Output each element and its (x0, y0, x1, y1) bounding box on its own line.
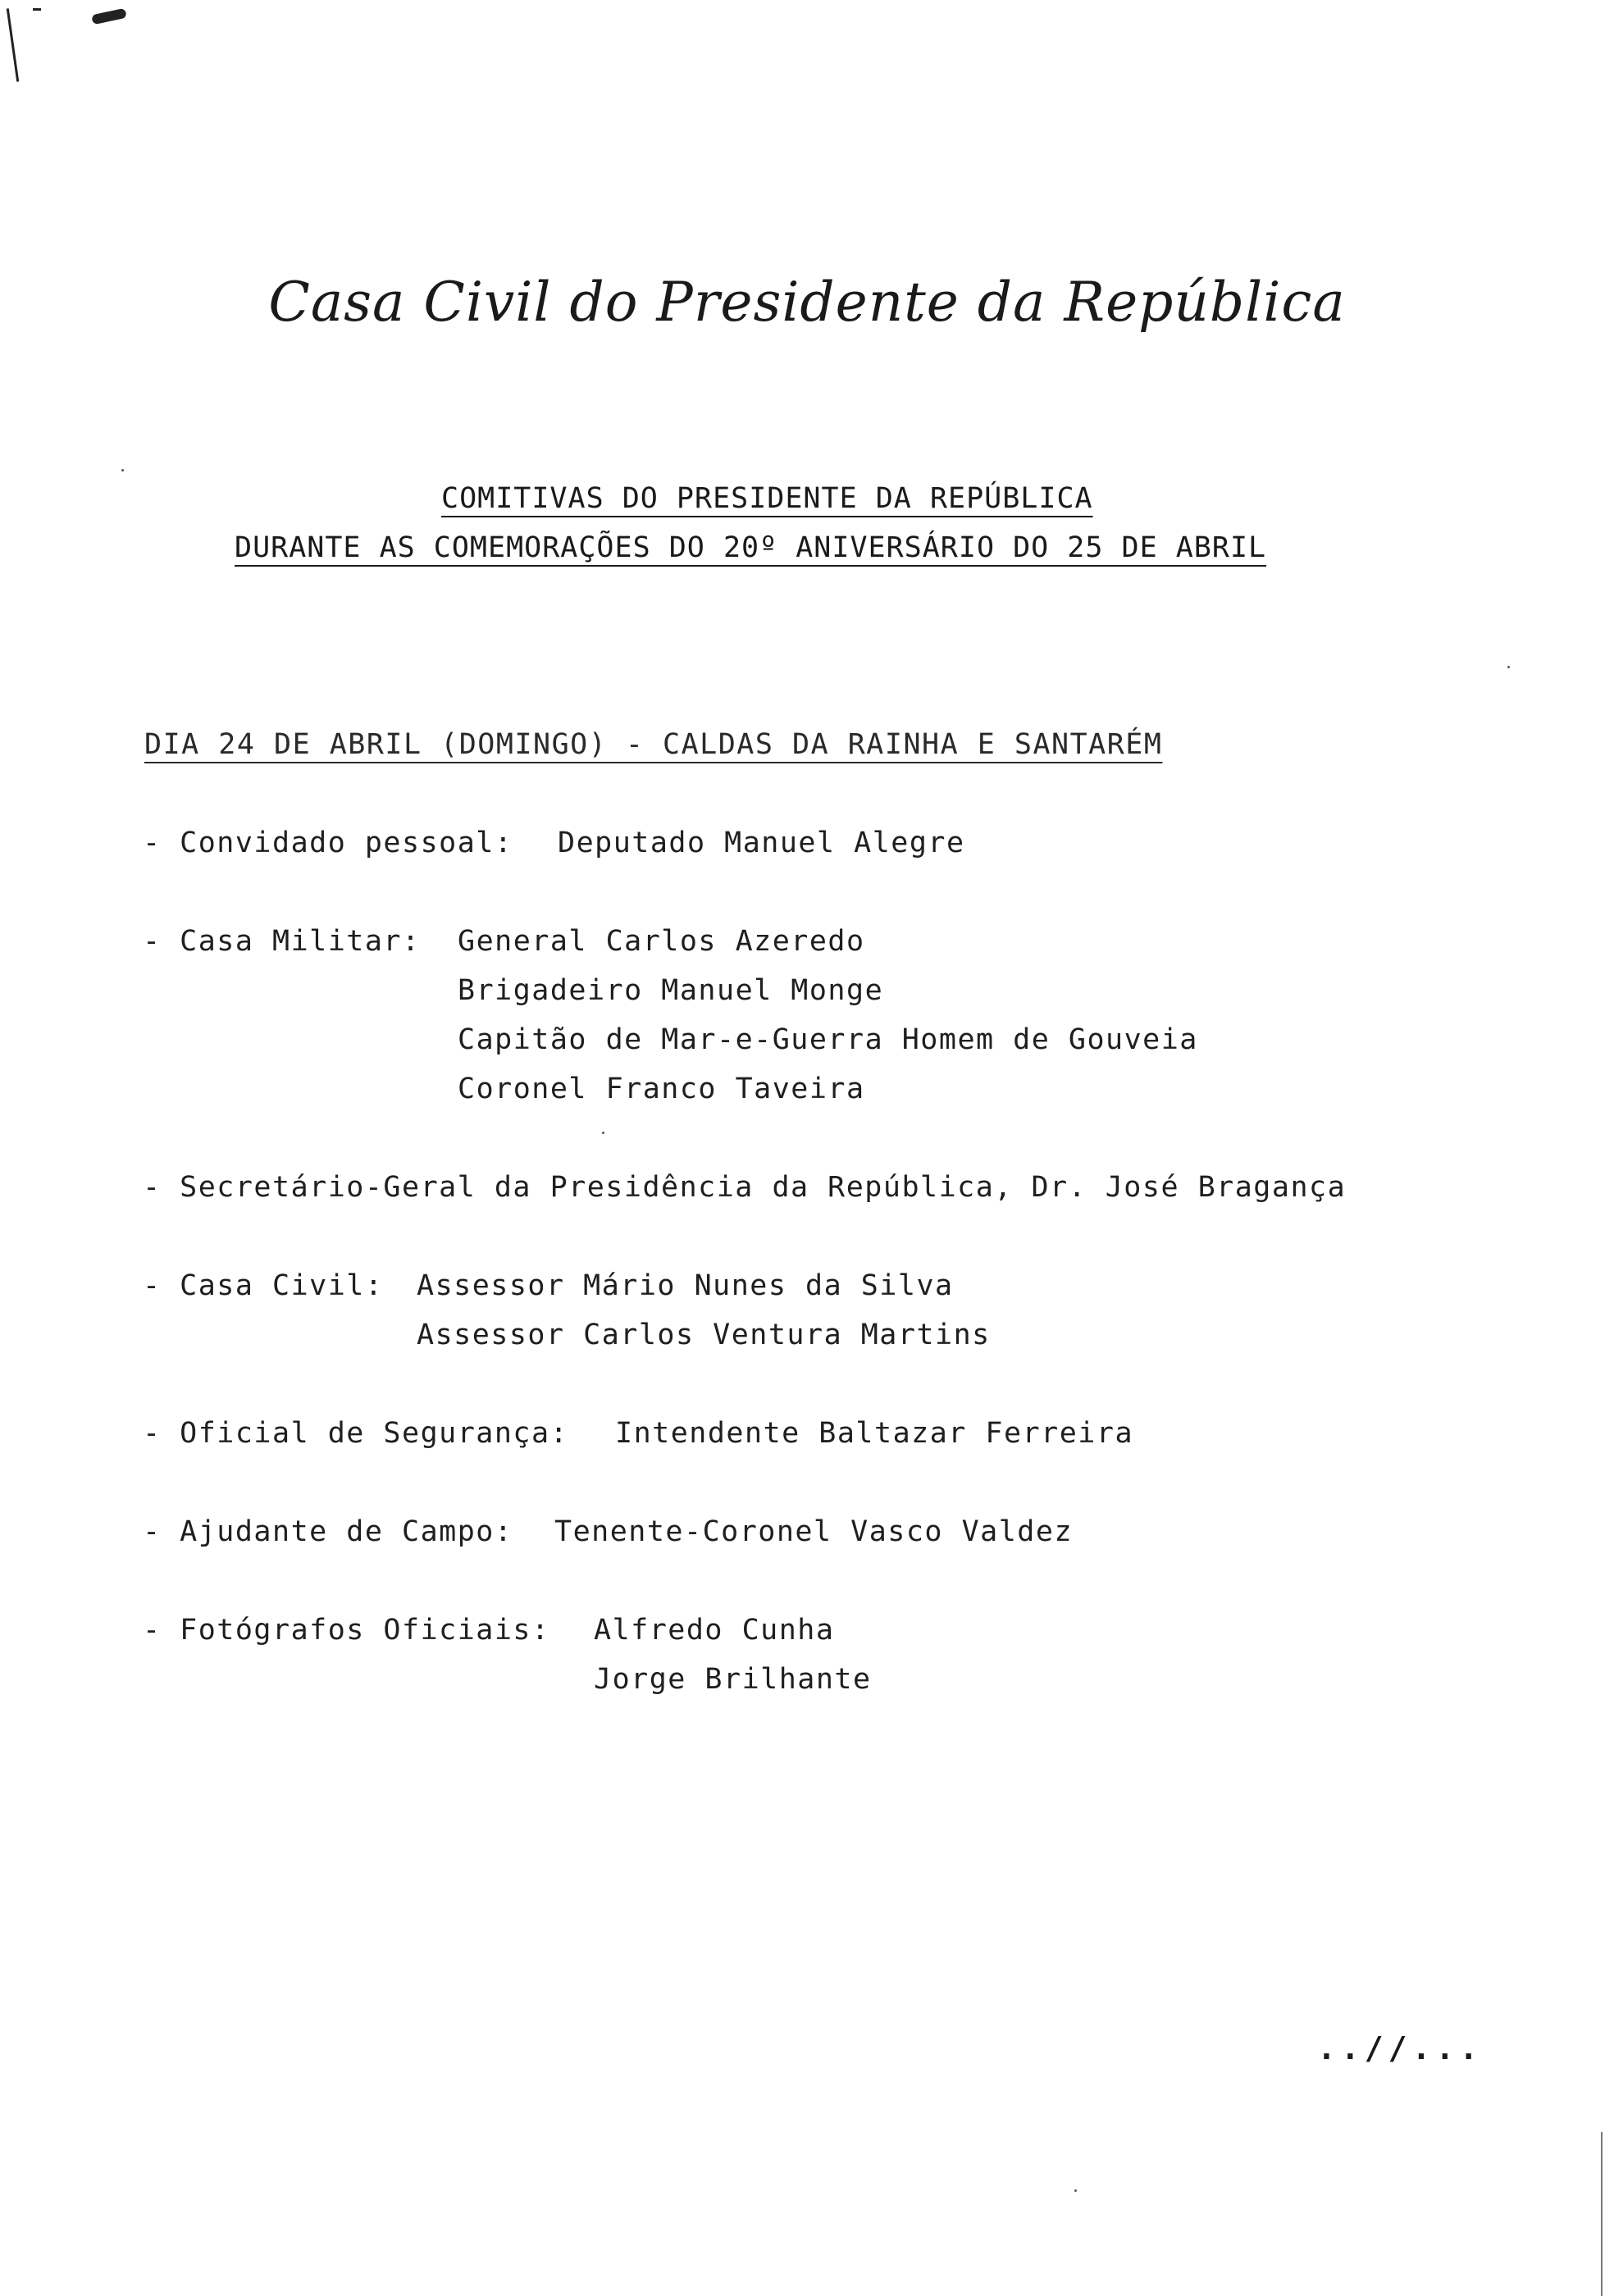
letterhead: Casa Civil do Presidente da República (268, 271, 1346, 334)
document-title-line-2: DURANTE AS COMEMORAÇÕES DO 20º ANIVERSÁRIO DO 25 DE ABRIL (235, 531, 1267, 564)
entry-name: Alfredo Cunha (594, 1614, 835, 1647)
entry-label-ajudante: - Ajudante de Campo: (143, 1515, 513, 1548)
scan-speck (121, 469, 124, 472)
entry-label-convidado: - Convidado pessoal: (143, 827, 513, 859)
entry-label-fotografos: - Fotógrafos Oficiais: (143, 1614, 550, 1647)
page-continuation-mark: ..//... (1317, 2030, 1484, 2066)
scan-mark-vertical (7, 8, 19, 82)
entry-name: Tenente-Coronel Vasco Valdez (554, 1515, 1074, 1548)
scan-edge (1601, 2132, 1603, 2296)
entry-name: Assessor Mário Nunes da Silva (417, 1269, 954, 1302)
scan-speck (1507, 666, 1510, 668)
scan-speck (1074, 2189, 1077, 2192)
entry-name: Intendente Baltazar Ferreira (615, 1417, 1134, 1450)
scan-mark-tick (33, 8, 41, 11)
entry-name: Assessor Carlos Ventura Martins (417, 1319, 991, 1351)
entry-label-seguranca: - Oficial de Segurança: (143, 1417, 569, 1450)
scan-mark-blot (91, 8, 127, 25)
section-heading: DIA 24 DE ABRIL (DOMINGO) - CALDAS DA RAINHA E SANTARÉM (144, 728, 1163, 761)
entry-name: Capitão de Mar-e-Guerra Homem de Gouveia (458, 1023, 1198, 1056)
entry-name: Jorge Brilhante (594, 1663, 872, 1696)
document-title-line-1: COMITIVAS DO PRESIDENTE DA REPÚBLICA (441, 482, 1093, 515)
entry-name: Brigadeiro Manuel Monge (458, 974, 884, 1007)
entry-name: Deputado Manuel Alegre (558, 827, 965, 859)
entry-name: Coronel Franco Taveira (458, 1073, 865, 1105)
entry-label-casa-militar: - Casa Militar: (143, 925, 421, 958)
entry-name: General Carlos Azeredo (458, 925, 865, 958)
entry-secretario-geral: - Secretário-Geral da Presidência da República, Dr. José Bragança (143, 1171, 1347, 1204)
scan-speck (602, 1132, 604, 1134)
entry-label-casa-civil: - Casa Civil: (143, 1269, 384, 1302)
